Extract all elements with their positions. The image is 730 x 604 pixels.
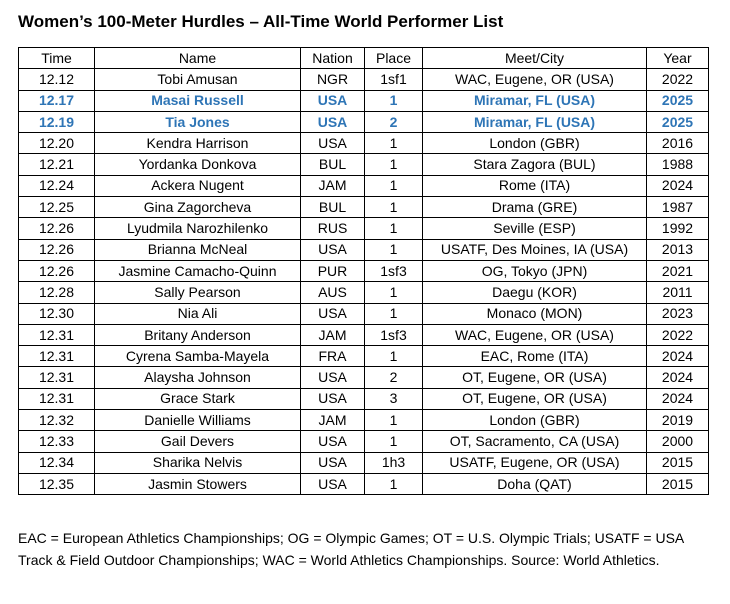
name-cell: Alaysha Johnson [95,367,301,388]
meet-city-cell: Daegu (KOR) [423,282,647,303]
year-cell: 2011 [647,282,709,303]
meet-city-cell: Seville (ESP) [423,218,647,239]
year-cell: 2022 [647,324,709,345]
time-cell: 12.21 [19,154,95,175]
name-cell: Brianna McNeal [95,239,301,260]
nation-cell: USA [301,303,365,324]
nation-cell: USA [301,133,365,154]
time-cell: 12.26 [19,239,95,260]
nation-cell: BUL [301,197,365,218]
year-cell: 2024 [647,367,709,388]
place-cell: 2 [365,367,423,388]
year-cell: 2025 [647,111,709,132]
year-cell: 2015 [647,452,709,473]
nation-cell: USA [301,111,365,132]
column-header-nation: Nation [301,48,365,69]
name-cell: Danielle Williams [95,410,301,431]
meet-city-cell: EAC, Rome (ITA) [423,346,647,367]
year-cell: 2025 [647,90,709,111]
name-cell: Ackera Nugent [95,175,301,196]
name-cell: Sharika Nelvis [95,452,301,473]
time-cell: 12.28 [19,282,95,303]
nation-cell: BUL [301,154,365,175]
table-row [19,431,709,452]
table-row [19,69,709,90]
nation-cell: JAM [301,324,365,345]
meet-city-cell: London (GBR) [423,133,647,154]
nation-cell: RUS [301,218,365,239]
year-cell: 2013 [647,239,709,260]
table-row [19,239,709,260]
year-cell: 2022 [647,69,709,90]
meet-city-cell: OT, Eugene, OR (USA) [423,388,647,409]
time-cell: 12.34 [19,452,95,473]
table-row [19,218,709,239]
time-cell: 12.32 [19,410,95,431]
meet-city-cell: OG, Tokyo (JPN) [423,260,647,281]
name-cell: Jasmin Stowers [95,473,301,494]
nation-cell: USA [301,90,365,111]
name-cell: Tobi Amusan [95,69,301,90]
meet-city-cell: London (GBR) [423,410,647,431]
table-row [19,90,709,111]
place-cell: 1 [365,303,423,324]
column-header-meet-city: Meet/City [423,48,647,69]
table-row [19,260,709,281]
time-cell: 12.12 [19,69,95,90]
time-cell: 12.26 [19,218,95,239]
table-row [19,133,709,154]
time-cell: 12.31 [19,388,95,409]
place-cell: 1sf3 [365,260,423,281]
nation-cell: PUR [301,260,365,281]
name-cell: Gail Devers [95,431,301,452]
meet-city-cell: Rome (ITA) [423,175,647,196]
name-cell: Nia Ali [95,303,301,324]
place-cell: 1 [365,239,423,260]
place-cell: 1 [365,473,423,494]
place-cell: 1 [365,431,423,452]
name-cell: Masai Russell [95,90,301,111]
table-row [19,473,709,494]
time-cell: 12.26 [19,260,95,281]
place-cell: 3 [365,388,423,409]
column-header-year: Year [647,48,709,69]
place-cell: 1 [365,218,423,239]
time-cell: 12.31 [19,367,95,388]
table-row [19,197,709,218]
year-cell: 2015 [647,473,709,494]
time-cell: 12.19 [19,111,95,132]
table-row [19,111,709,132]
meet-city-cell: OT, Sacramento, CA (USA) [423,431,647,452]
place-cell: 1 [365,175,423,196]
meet-city-cell: Monaco (MON) [423,303,647,324]
table-body [19,69,709,495]
table-row [19,282,709,303]
time-cell: 12.24 [19,175,95,196]
nation-cell: USA [301,239,365,260]
meet-city-cell: Drama (GRE) [423,197,647,218]
meet-city-cell: Miramar, FL (USA) [423,111,647,132]
table-row [19,388,709,409]
place-cell: 1 [365,410,423,431]
nation-cell: JAM [301,410,365,431]
meet-city-cell: OT, Eugene, OR (USA) [423,367,647,388]
name-cell: Tia Jones [95,111,301,132]
place-cell: 2 [365,111,423,132]
place-cell: 1 [365,346,423,367]
table-row [19,346,709,367]
table-header-row [19,48,709,69]
meet-city-cell: Miramar, FL (USA) [423,90,647,111]
meet-city-cell: WAC, Eugene, OR (USA) [423,324,647,345]
year-cell: 2024 [647,388,709,409]
nation-cell: USA [301,431,365,452]
name-cell: Kendra Harrison [95,133,301,154]
year-cell: 2024 [647,346,709,367]
year-cell: 1988 [647,154,709,175]
table-row [19,410,709,431]
place-cell: 1sf1 [365,69,423,90]
year-cell: 1987 [647,197,709,218]
name-cell: Cyrena Samba-Mayela [95,346,301,367]
place-cell: 1 [365,197,423,218]
name-cell: Jasmine Camacho-Quinn [95,260,301,281]
meet-city-cell: WAC, Eugene, OR (USA) [423,69,647,90]
place-cell: 1 [365,90,423,111]
year-cell: 2021 [647,260,709,281]
place-cell: 1sf3 [365,324,423,345]
nation-cell: USA [301,452,365,473]
meet-city-cell: Doha (QAT) [423,473,647,494]
table-row [19,175,709,196]
meet-city-cell: USATF, Des Moines, IA (USA) [423,239,647,260]
column-header-time: Time [19,48,95,69]
nation-cell: USA [301,388,365,409]
place-cell: 1 [365,154,423,175]
nation-cell: FRA [301,346,365,367]
name-cell: Grace Stark [95,388,301,409]
name-cell: Gina Zagorcheva [95,197,301,218]
year-cell: 2019 [647,410,709,431]
year-cell: 2023 [647,303,709,324]
name-cell: Sally Pearson [95,282,301,303]
time-cell: 12.20 [19,133,95,154]
table-row [19,367,709,388]
table-row [19,154,709,175]
nation-cell: NGR [301,69,365,90]
time-cell: 12.25 [19,197,95,218]
page-title: Women’s 100-Meter Hurdles – All-Time World Performer List [18,12,504,31]
name-cell: Lyudmila Narozhilenko [95,218,301,239]
footnote: EAC = European Athletics Championships; OG = Olympic Games; OT = U.S. Olympic Trials; USATF = USA Track & Field Outdoor Championships; WAC = World Athletics Championships. Source: World Athletics. [18,530,684,568]
place-cell: 1 [365,282,423,303]
column-header-place: Place [365,48,423,69]
meet-city-cell: USATF, Eugene, OR (USA) [423,452,647,473]
table-row [19,303,709,324]
place-cell: 1 [365,133,423,154]
time-cell: 12.31 [19,324,95,345]
year-cell: 2000 [647,431,709,452]
nation-cell: AUS [301,282,365,303]
time-cell: 12.30 [19,303,95,324]
time-cell: 12.33 [19,431,95,452]
year-cell: 2024 [647,175,709,196]
table-row [19,324,709,345]
meet-city-cell: Stara Zagora (BUL) [423,154,647,175]
column-header-name: Name [95,48,301,69]
time-cell: 12.35 [19,473,95,494]
nation-cell: JAM [301,175,365,196]
nation-cell: USA [301,367,365,388]
nation-cell: USA [301,473,365,494]
year-cell: 1992 [647,218,709,239]
year-cell: 2016 [647,133,709,154]
time-cell: 12.31 [19,346,95,367]
performer-table [18,47,709,495]
time-cell: 12.17 [19,90,95,111]
table-row [19,452,709,473]
name-cell: Britany Anderson [95,324,301,345]
name-cell: Yordanka Donkova [95,154,301,175]
place-cell: 1h3 [365,452,423,473]
